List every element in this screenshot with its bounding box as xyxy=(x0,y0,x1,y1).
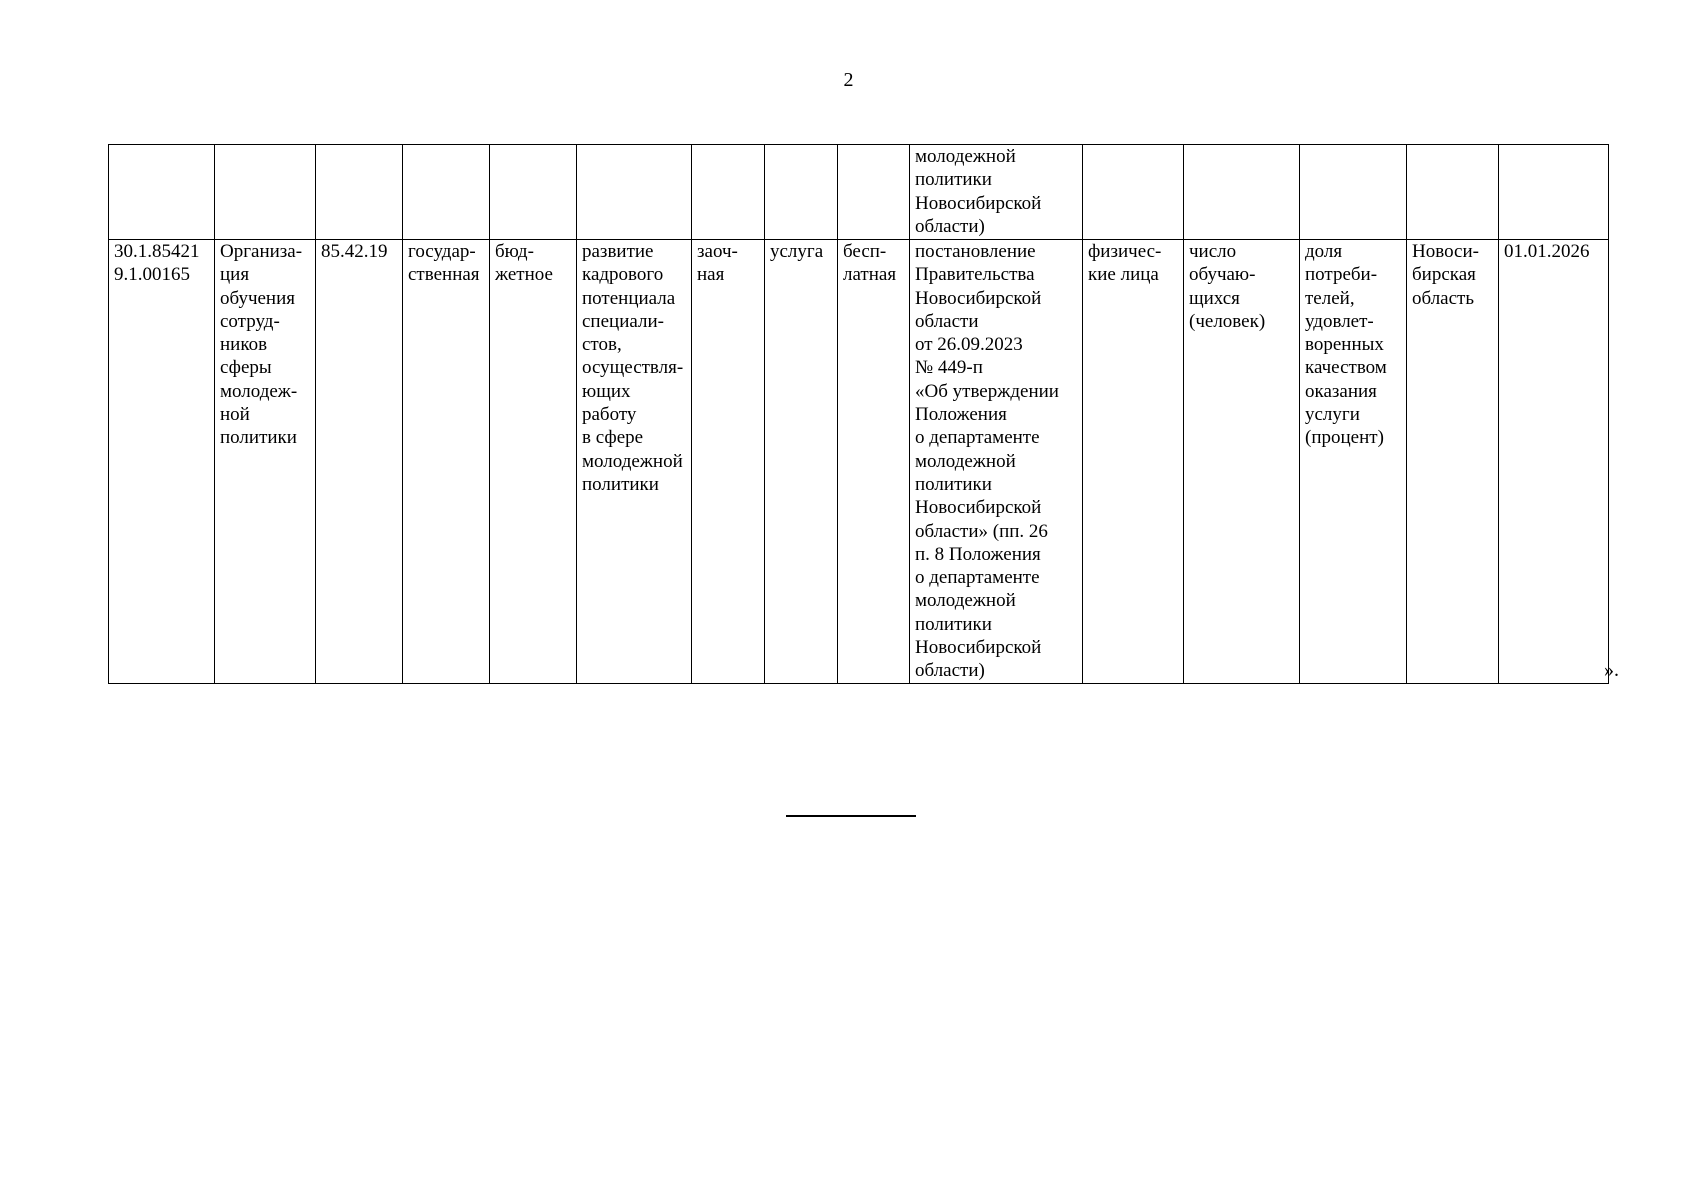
cell-volume-indicator: число обучаю- щихся (человек) xyxy=(1184,240,1300,684)
closing-quote: ». xyxy=(1604,659,1619,681)
cell-legal-basis: постановление Правительства Новосибирской области от 26.09.2023 № 449-п «Об утверждении Положения о департаменте молодежной политики Новосибирской области» (пп. 26 п. 8 Положения о департаменте молодежной политики Новосибирской области) xyxy=(910,240,1083,684)
cell-registry-number: 30.1.85421 9.1.00165 xyxy=(109,240,215,684)
cell-registry-number xyxy=(109,145,215,240)
page-number: 2 xyxy=(843,69,854,91)
cell-volume-indicator xyxy=(1184,145,1300,240)
table-row-continuation xyxy=(109,145,1609,240)
cell-region: Новоси- бирская область xyxy=(1407,240,1499,684)
cell-consumers xyxy=(1083,145,1184,240)
registry-table xyxy=(108,144,1609,684)
cell-content: развитие кадрового потенциала специали- стов, осуществля- ющих работу в сфере молодежной политики xyxy=(577,240,692,684)
cell-date: 01.01.2026 xyxy=(1499,240,1609,684)
cell-form: заоч- ная xyxy=(692,240,765,684)
cell-region xyxy=(1407,145,1499,240)
cell-institution-type xyxy=(490,145,577,240)
cell-quality-indicator: доля потреби- телей, удовлет- воренных качеством оказания услуги (процент) xyxy=(1300,240,1407,684)
cell-ownership: государ- ственная xyxy=(403,240,490,684)
cell-institution-type: бюд- жетное xyxy=(490,240,577,684)
cell-service-name: Организа- ция обучения сотруд- ников сферы молодеж- ной политики xyxy=(215,240,316,684)
cell-date xyxy=(1499,145,1609,240)
cell-legal-basis: молодежной политики Новосибирской области) xyxy=(910,145,1083,240)
cell-kind xyxy=(765,145,838,240)
cell-payment xyxy=(838,145,910,240)
cell-payment: бесп- латная xyxy=(838,240,910,684)
cell-okved-code xyxy=(316,145,403,240)
cell-consumers: физичес- кие лица xyxy=(1083,240,1184,684)
cell-content xyxy=(577,145,692,240)
cell-kind: услуга xyxy=(765,240,838,684)
table-row-service xyxy=(109,240,1609,684)
end-of-document-line xyxy=(786,815,916,817)
cell-ownership xyxy=(403,145,490,240)
cell-okved-code: 85.42.19 xyxy=(316,240,403,684)
cell-service-name xyxy=(215,145,316,240)
cell-form xyxy=(692,145,765,240)
cell-quality-indicator xyxy=(1300,145,1407,240)
